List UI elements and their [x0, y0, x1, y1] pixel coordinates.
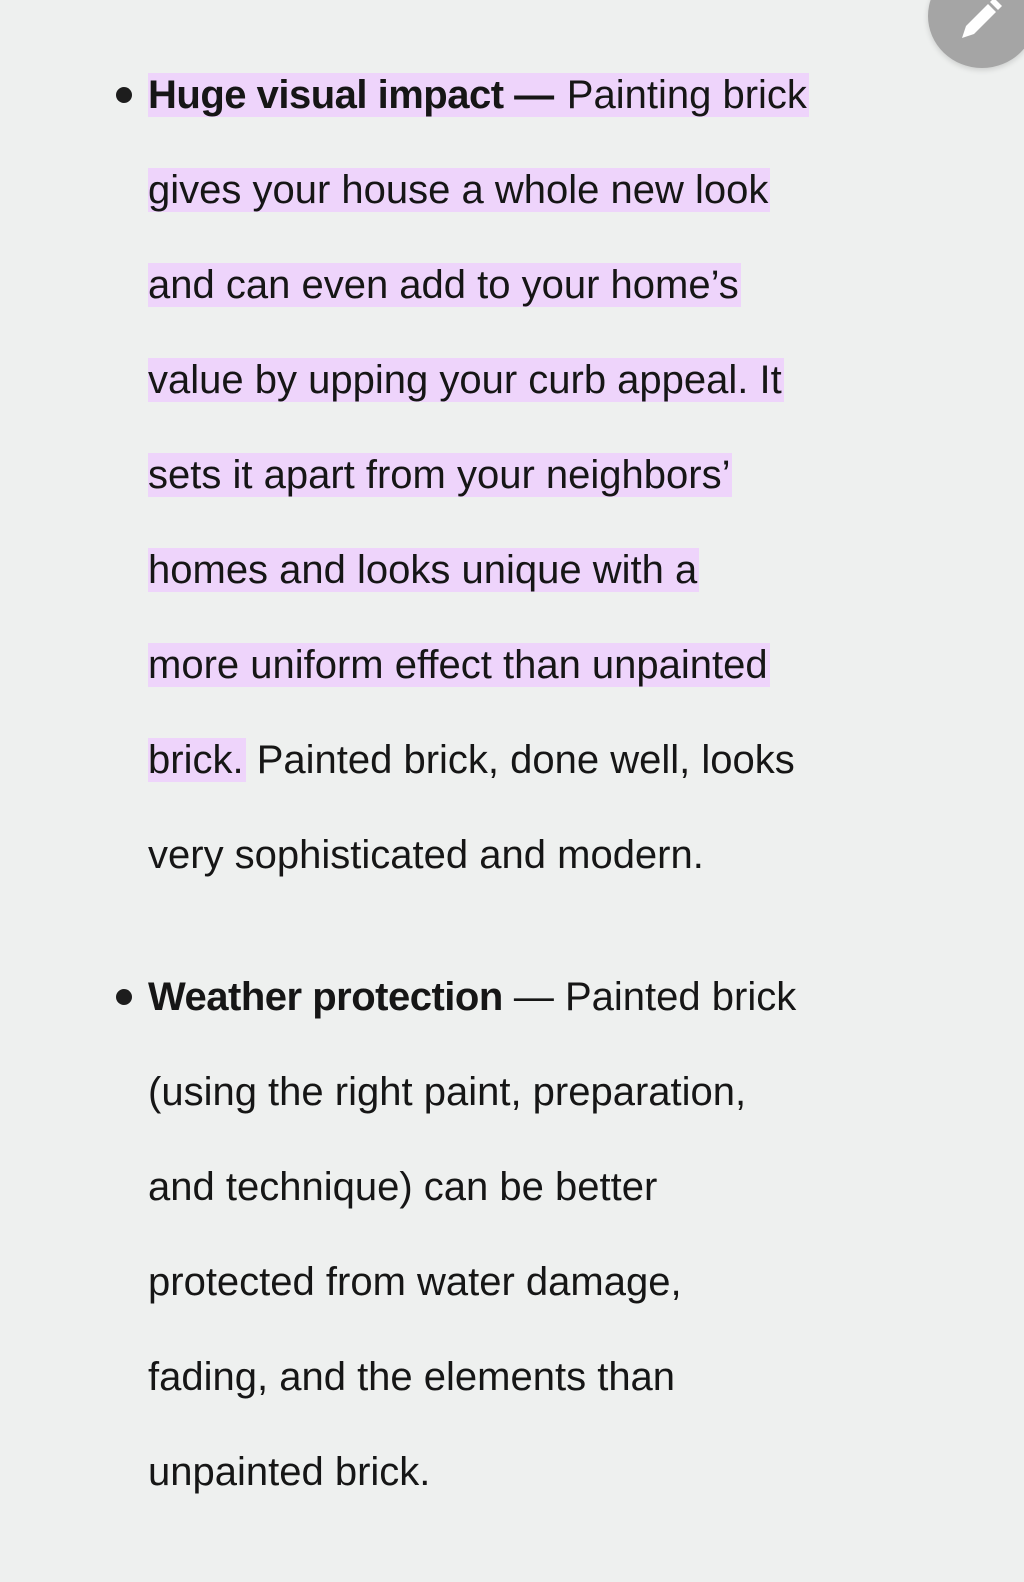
bold-label: Huge visual impact — — [148, 73, 554, 117]
highlighted-text: value by upping your curb appeal. It — [148, 358, 782, 402]
body-text: (using the right paint, preparation, — [148, 1070, 747, 1114]
text-line — [148, 1350, 675, 1405]
highlighted-text: gives your house a whole new look — [148, 168, 769, 212]
highlighted-text: more uniform effect than unpainted — [148, 643, 768, 687]
text-line — [148, 1445, 430, 1500]
text-line — [148, 543, 699, 598]
text-line — [148, 638, 770, 693]
body-text: fading, and the elements than — [148, 1355, 676, 1399]
body-text: unpainted brick. — [148, 1450, 431, 1494]
text-line — [148, 828, 704, 883]
pencil-icon — [954, 0, 1006, 46]
text-line — [148, 448, 732, 503]
highlighted-text: sets it apart from your neighbors’ — [148, 453, 731, 497]
bullet-dot — [116, 989, 132, 1005]
edit-button[interactable] — [928, 0, 1024, 68]
body-text: very sophisticated and modern. — [148, 833, 704, 877]
text-line — [148, 68, 809, 123]
bold-label: Weather protection — [148, 975, 503, 1019]
body-text: and technique) can be better — [148, 1165, 658, 1209]
body-text: — Painted brick — [502, 975, 797, 1019]
text-line — [148, 733, 795, 788]
highlighted-text: and can even add to your home’s — [148, 263, 739, 307]
text-line — [148, 970, 796, 1025]
text-line — [148, 258, 741, 313]
bullet-dot — [116, 87, 132, 103]
highlighted-text: brick. — [148, 738, 244, 782]
text-line — [148, 1255, 682, 1310]
highlighted-text: homes and looks unique with a — [148, 548, 698, 592]
text-line — [148, 1065, 746, 1120]
text-line — [148, 163, 770, 218]
body-text: protected from water damage, — [148, 1260, 682, 1304]
highlighted-text: Painting brick — [555, 73, 807, 117]
body-text: Painted brick, done well, looks — [245, 738, 795, 782]
text-line — [148, 1160, 657, 1215]
text-line — [148, 353, 784, 408]
